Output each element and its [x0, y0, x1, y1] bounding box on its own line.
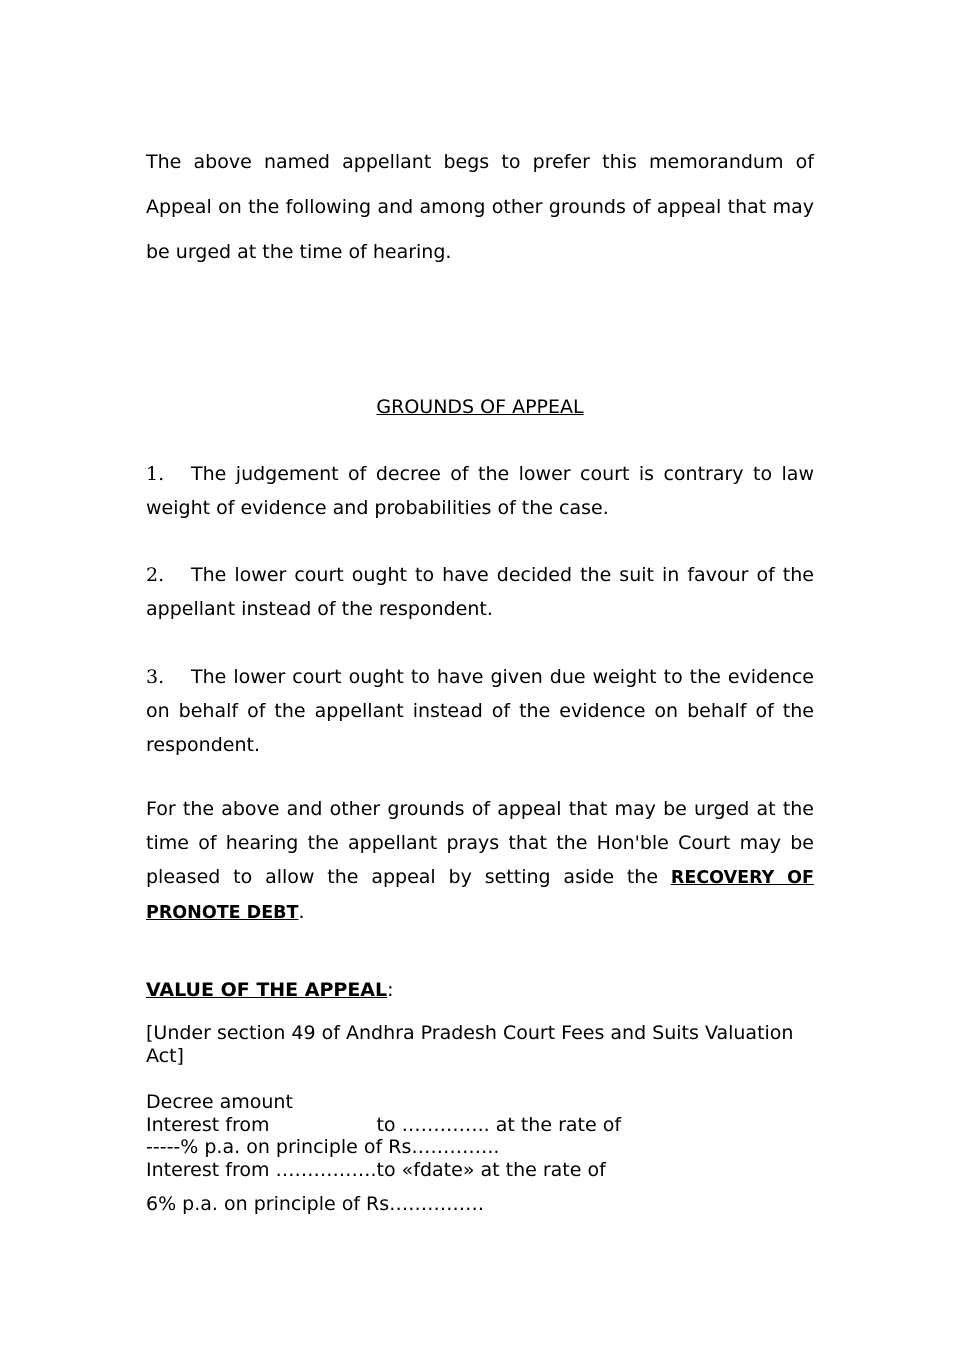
prayer-text: For the above and other grounds of appeal that may be urged at the time of hearing the appellant prays that the Hon'ble Court may be pleased to allow the appeal by setting aside the	[146, 798, 814, 888]
interest-line-1	[146, 1114, 646, 1137]
value-colon: :	[387, 979, 394, 1001]
interest-1-from: Interest from	[146, 1113, 270, 1136]
ground-text: The lower court ought to have decided the suit in favour of the appellant instead of the respondent.	[146, 564, 814, 620]
grounds-heading: GROUNDS OF APPEAL	[376, 396, 584, 418]
prayer-end: .	[298, 901, 305, 923]
statute-reference: [Under section 49 of Andhra Pradesh Court Fees and Suits Valuation Act]	[146, 1022, 794, 1067]
ground-text: The judgement of decree of the lower court is contrary to law weight of evidence and probabilities of the case.	[146, 463, 814, 519]
value-title: VALUE OF THE APPEAL	[146, 979, 388, 1001]
ground-number: 1.	[146, 463, 165, 485]
value-heading	[146, 976, 814, 1004]
ground-item	[146, 660, 814, 762]
prayer-paragraph	[146, 792, 814, 930]
ground-number: 2.	[146, 564, 165, 586]
prayer-emphasis: RECOVERY OF PRONOTE DEBT	[146, 868, 814, 923]
ground-text: The lower court ought to have given due weight to the evidence on behalf of the appellant instead of the evidence on behalf of the respondent.	[146, 666, 814, 756]
interest-line-2: Interest from …………….to «fdate» at the rate of	[146, 1158, 606, 1181]
intro-paragraph: The above named appellant begs to prefer this memorandum of Appeal on the following and among other grounds of appeal that may be urged at the time of hearing.	[146, 151, 814, 263]
ground-item	[146, 457, 814, 525]
interest-line-2-rate: 6% p.a. on principle of Rs……………	[146, 1193, 485, 1215]
interest-1-to: to ………….. at the rate of	[376, 1113, 622, 1136]
decree-amount-label: Decree amount	[146, 1091, 293, 1113]
ground-item	[146, 558, 814, 626]
document-page	[146, 0, 814, 1357]
valuation-details	[146, 1091, 646, 1181]
interest-line-1-rate: -----% p.a. on principle of Rs…………..	[146, 1136, 500, 1158]
ground-number: 3.	[146, 666, 165, 688]
